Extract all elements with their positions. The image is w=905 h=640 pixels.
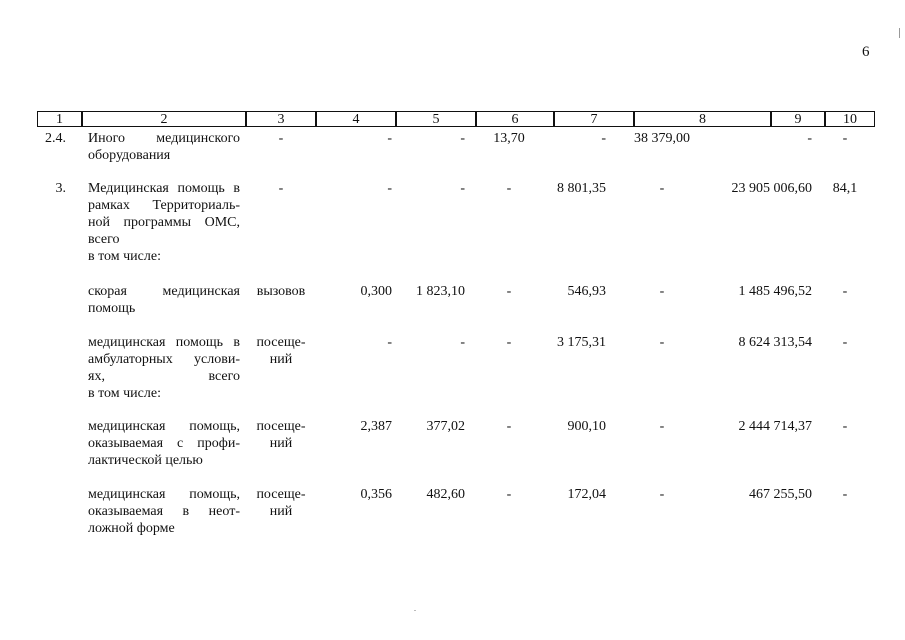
cell-col-7: - [601,131,606,146]
cell-col-8: - [659,181,665,196]
cell-col-7: 546,93 [567,284,606,299]
cell-col-4: - [387,181,392,196]
cell-col-5: - [460,335,465,350]
header-col-2: 2 [82,111,246,127]
unit-of-measure [248,283,314,300]
cell-col-3: - [278,131,284,146]
description-line: Иного медицинского [88,131,240,146]
cell-col-8: - [659,284,665,299]
header-col-10: 10 [825,111,875,127]
cell-col-4: - [387,131,392,146]
description-line: в том числе: [88,386,161,401]
header-col-7: 7 [554,111,634,127]
cell-col-6: - [506,487,512,502]
cell-col-6: - [506,284,512,299]
cell-col-8: - [659,335,665,350]
cell-col-10: - [842,284,848,299]
description-line: медицинская помощь, [88,419,240,434]
cell-col-10: 84,1 [832,181,858,196]
header-col-3: 3 [246,111,316,127]
row-description [88,180,240,265]
cell-col-6: 13,70 [493,131,525,146]
header-col-4: 4 [316,111,396,127]
cell-col-9: 8 624 313,54 [738,335,812,350]
cell-col-8: - [659,487,665,502]
description-line: рамках Территориаль- [88,198,240,213]
row-description [88,283,240,317]
unit-line: ний [269,436,293,451]
cell-col-7: 3 175,31 [557,335,606,350]
column-number-header [37,111,875,129]
unit-line: посеще- [256,419,306,434]
cell-col-9: 1 485 496,52 [738,284,812,299]
cell-col-9: 23 905 006,60 [731,181,812,196]
row-number: 2.4. [45,131,66,146]
header-col-5: 5 [396,111,476,127]
cell-col-5: 1 823,10 [416,284,465,299]
cell-col-4: 0,300 [360,284,392,299]
description-line: оборудования [88,148,171,163]
cell-col-9: 2 444 714,37 [738,419,812,434]
description-line: ях, всего [88,369,240,384]
row-description [88,334,240,402]
cell-col-4: 2,387 [360,419,392,434]
description-line: оказываемая в неот- [88,504,240,519]
description-line: в том числе: [88,249,161,264]
description-line: всего [88,232,120,247]
description-line: амбулаторных услови- [88,352,240,367]
cell-col-6: - [506,419,512,434]
cell-col-10: - [842,487,848,502]
unit-of-measure [248,418,314,452]
unit-line: ний [269,504,293,519]
header-col-6: 6 [476,111,554,127]
description-line: ной программы ОМС, [88,215,240,230]
header-col-8: 8 [634,111,771,127]
unit-of-measure [248,334,314,368]
unit-line: посеще- [256,335,306,350]
row-description [88,486,240,537]
cell-col-5: 482,60 [426,487,465,502]
cell-col-5: 377,02 [426,419,465,434]
cell-col-10: - [842,335,848,350]
cell-col-9: 467 255,50 [749,487,812,502]
cell-col-8: 38 379,00 [634,131,690,146]
cell-col-6: - [506,181,512,196]
unit-line: вызовов [256,284,306,299]
description-line: медицинская помощь, [88,487,240,502]
cell-col-7: 900,10 [567,419,606,434]
row-description [88,130,240,164]
unit-of-measure [248,486,314,520]
cell-col-4: - [387,335,392,350]
page-number: 6 [862,44,870,60]
unit-line: посеще- [256,487,306,502]
cell-col-8: - [659,419,665,434]
cell-col-3: - [278,181,284,196]
cell-col-10: - [842,131,848,146]
description-line: помощь [88,301,136,316]
scan-speck [414,610,416,611]
cell-col-5: - [460,181,465,196]
cell-col-7: 172,04 [567,487,606,502]
description-line: скорая медицинская [88,284,240,299]
header-col-1: 1 [37,111,82,127]
description-line: лактической целью [88,453,203,468]
description-line: ложной форме [88,521,175,536]
header-col-9: 9 [771,111,825,127]
description-line: оказываемая с профи- [88,436,240,451]
cell-col-7: 8 801,35 [557,181,606,196]
cell-col-10: - [842,419,848,434]
cell-col-5: - [460,131,465,146]
scan-edge-mark [899,28,900,38]
cell-col-9: - [807,131,812,146]
row-number: 3. [55,181,66,196]
row-description [88,418,240,469]
cell-col-4: 0,356 [360,487,392,502]
unit-line: ний [269,352,293,367]
description-line: медицинская помощь в [88,335,240,350]
cell-col-6: - [506,335,512,350]
description-line: Медицинская помощь в [88,181,240,196]
